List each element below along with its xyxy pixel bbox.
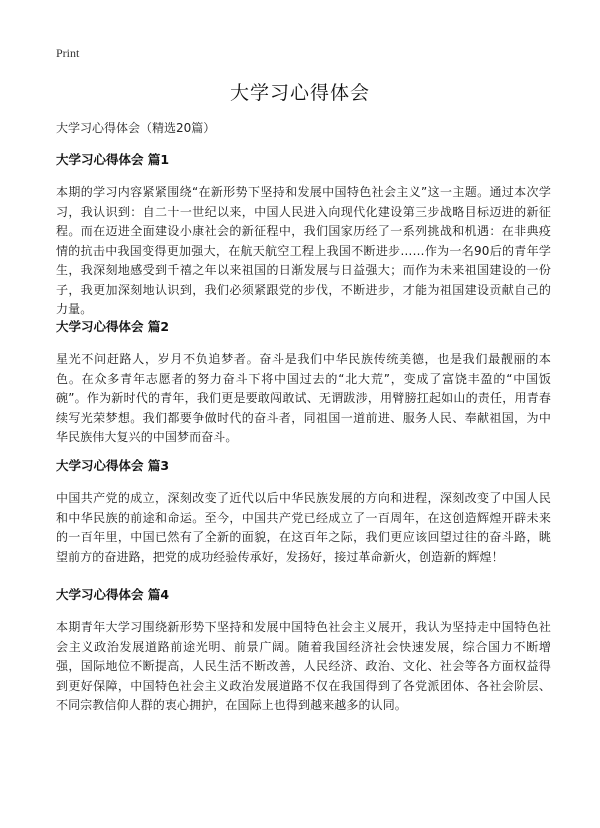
document-subtitle: 大学习心得体会（精选20篇） [56, 121, 216, 135]
section-heading: 大学习心得体会 篇1 [56, 152, 170, 167]
section-heading: 大学习心得体会 篇2 [56, 319, 170, 334]
section-heading: 大学习心得体会 篇4 [56, 587, 170, 602]
document-title: 大学习心得体会 [229, 82, 370, 104]
essay-section-3 [56, 456, 551, 567]
section-heading: 大学习心得体会 篇3 [56, 458, 170, 473]
essay-section-1 [56, 150, 551, 320]
section-body: 中国共产党的成立，深刻改变了近代以后中华民族发展的方向和进程，深刻改变了中国人民和中华民族的前途和命运。至今，中国共产党已经成立了一百周年，在这创造辉煌开辟未来的一百年里，中国已然有了全新的面貌，在这百年之际，我们更应该回望过往的奋斗路，眺望前方的奋进路，把党的成功经验传承好，发扬好，接过革命新火，创造新的辉煌！ [56, 491, 551, 564]
section-body: 本期的学习内容紧紧围绕“在新形势下坚持和发展中国特色社会主义”这一主题。通过本次学习，我认识到：自二十一世纪以来，中国人民进入向现代化建设第三步战略目标迈进的新征程。而在迈进全面建设小康社会的新征程中，我们国家历经了一系列挑战和机遇：在非典疫情的抗击中我国变得更加强大，在航天航空工程上我国不断进步……作为一名90后的青年学生，我深刻地感受到千禧之年以来祖国的日渐发展与日益强大；而作为未来祖国建设的一份子，我更加深刻地认识到，我们必须紧跟党的步伐，不断进步，才能为祖国建设贡献自己的力量。 [56, 185, 551, 316]
essay-section-2 [56, 317, 551, 448]
essay-section-4 [56, 585, 551, 716]
print-link[interactable]: Print [56, 46, 80, 60]
section-body: 星光不问赶路人，岁月不负追梦者。奋斗是我们中华民族传统美德，也是我们最靓丽的本色。在众多青年志愿者的努力奋斗下将中国过去的“北大荒”，变成了富饶丰盈的“中国饭碗”。作为新时代的青年，我们更是要敢闯敢试、无谓跋涉，用臂膀扛起如山的责任，用青春续写光荣梦想。我们都要争做时代的奋斗者，同祖国一道前进、服务人民、奉献祖国，为中华民族伟大复兴的中国梦而奋斗。 [56, 352, 551, 444]
section-body: 本期青年大学习围绕新形势下坚持和发展中国特色社会主义展开，我认为坚持走中国特色社会主义政治发展道路前途光明、前景广阔。随着我国经济社会快速发展，综合国力不断增强，国际地位不断提高，人民生活不断改善，人民经济、政治、文化、社会等各方面权益得到更好保障，中国特色社会主义政治发展道路不仅在我国得到了各党派团体、各社会阶层、不同宗教信仰人群的衷心拥护，在国际上也得到越来越多的认同。 [56, 620, 551, 712]
